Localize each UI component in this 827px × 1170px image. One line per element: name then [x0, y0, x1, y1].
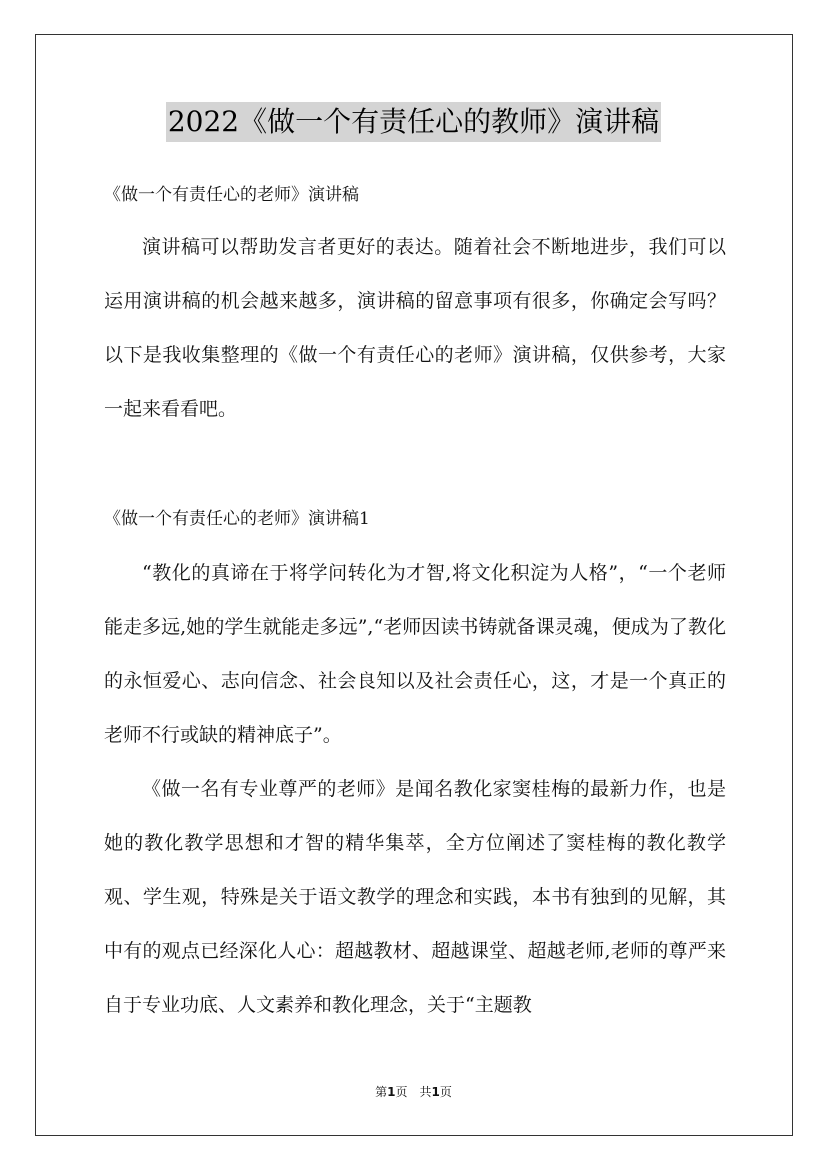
title-container [0, 102, 827, 142]
speech-paragraph-1: “教化的真谛在于将学问转化为才智,将文化积淀为人格”，“一个老师能走多远,她的学生就能走多远”,“老师因读书铸就备课灵魂，便成为了教化的永恒爱心、志向信念、社会良知以及社会责任心，这，才是一个真正的老师不行或缺的精神底子”。 [104, 562, 726, 746]
intro-paragraph: 演讲稿可以帮助发言者更好的表达。随着社会不断地进步，我们可以运用演讲稿的机会越来越多，演讲稿的留意事项有很多，你确定会写吗？以下是我收集整理的《做一个有责任心的老师》演讲稿，仅供参考，大家一起来看看吧。 [104, 236, 726, 420]
subheading-main: 《做一个有责任心的老师》演讲稿 [104, 185, 359, 205]
speech-paragraph-2: 《做一名有专业尊严的老师》是闻名教化家窦桂梅的最新力作，也是她的教化教学思想和才智的精华集萃，全方位阐述了窦桂梅的教化教学观、学生观，特殊是关于语文教学的理念和实践，本书有独到的见解，其中有的观点已经深化人心：超越教材、超越课堂、超越老师,老师的尊严来自于专业功底、人文素养和教化理念，关于“主题教 [104, 778, 726, 1016]
subheading-speech-1: 《做一个有责任心的老师》演讲稿1 [104, 509, 370, 529]
footer-suffix: 页 [439, 1085, 452, 1099]
footer-prefix: 第 [375, 1085, 388, 1099]
footer-page-current: 1 [387, 1085, 396, 1099]
footer-mid: 页 共 [395, 1085, 432, 1099]
page-footer [0, 1084, 827, 1100]
document-title: 2022《做一个有责任心的教师》演讲稿 [166, 102, 661, 142]
footer-page-total: 1 [431, 1085, 440, 1099]
